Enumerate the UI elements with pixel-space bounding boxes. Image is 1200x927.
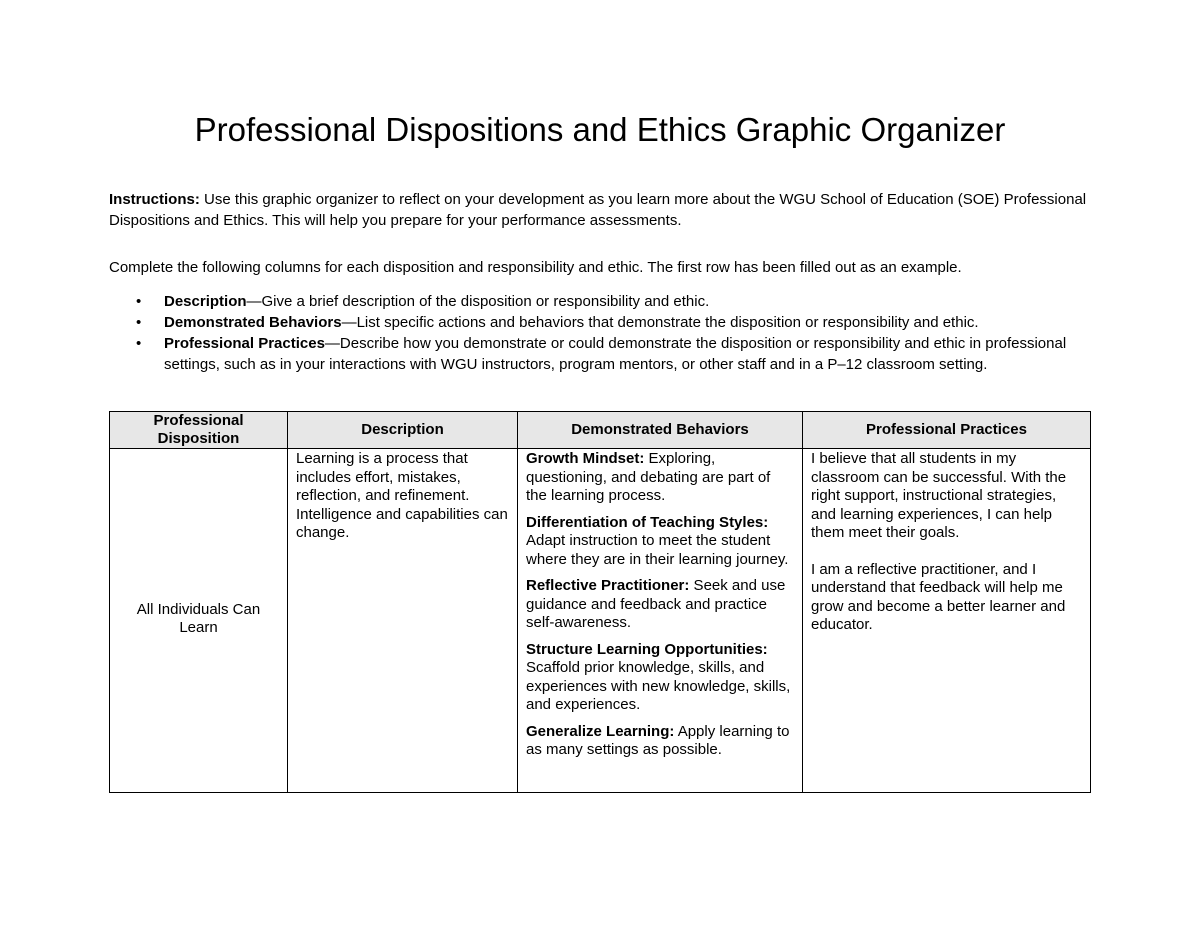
behavior-item (526, 450, 794, 506)
header-professional-practices: Professional Practices (803, 412, 1091, 449)
behavior-label: Reflective Practitioner: (526, 577, 690, 594)
list-item (109, 333, 1089, 375)
behavior-item (526, 514, 794, 570)
behavior-text: Scaffold prior knowledge, skills, and experiences with new knowledge, skills, and experiences. (526, 659, 791, 713)
behavior-item (526, 577, 794, 633)
column-guide-list (109, 291, 1089, 375)
practice-paragraph: I am a reflective practitioner, and I understand that feedback will help me grow and become a better learner and educator. (811, 560, 1066, 633)
bullet-icon: • (136, 335, 142, 352)
header-demonstrated-behaviors: Demonstrated Behaviors (518, 412, 803, 449)
behavior-label: Growth Mindset: (526, 450, 645, 467)
table-header-row (110, 412, 1091, 449)
cell-behaviors (518, 449, 803, 793)
behavior-text: Exploring, questioning, and debating are part of the learning process. (526, 450, 771, 504)
behavior-text: Apply learning to as many settings as possible. (526, 722, 790, 758)
cell-practices (803, 449, 1091, 793)
page-title: Professional Dispositions and Ethics Graphic Organizer (194, 111, 1006, 148)
cell-description: Learning is a process that includes effort, mistakes, reflection, and refinement. Intelligence and capabilities can change. (288, 449, 518, 793)
table-row (110, 449, 1091, 793)
header-professional-disposition: Professional Disposition (110, 412, 288, 449)
list-item (109, 291, 1089, 312)
bullet-text: —Give a brief description of the disposition or responsibility and ethic. (246, 293, 710, 310)
bullet-label: Demonstrated Behaviors (164, 314, 342, 331)
cell-disposition: All Individuals Can Learn (110, 449, 288, 793)
behavior-label: Differentiation of Teaching Styles: (526, 513, 769, 531)
bullet-text: —Describe how you demonstrate or could demonstrate the disposition or responsibility and ethic in professional settings, such as in your interactions with WGU instructors, program mentors, or other staff and in a P–12 classroom setting. (164, 335, 1067, 373)
behavior-item (526, 641, 794, 715)
bullet-label: Professional Practices (164, 335, 325, 352)
behavior-text: Seek and use guidance and feedback and practice self-awareness. (526, 577, 786, 631)
bullet-label: Description (164, 293, 247, 310)
behavior-text: Adapt instruction to meet the student where they are in their learning journey. (526, 532, 789, 568)
list-item (109, 312, 1089, 333)
behavior-label: Structure Learning Opportunities: (526, 640, 768, 658)
instructions-paragraph (109, 189, 1094, 231)
practice-paragraph: I believe that all students in my classroom can be successful. With the right support, instructional strategies, and learning experiences, I can help them meet their goals. (811, 450, 1067, 541)
behavior-label: Generalize Learning: (526, 722, 675, 740)
bullet-icon: • (136, 293, 142, 310)
bullet-text: —List specific actions and behaviors that demonstrate the disposition or responsibility and ethic. (341, 314, 979, 331)
header-description: Description (288, 412, 518, 449)
bullet-icon: • (136, 314, 142, 331)
instructions-text: Use this graphic organizer to reflect on your development as you learn more about the WGU School of Education (SOE) Professional Dispositions and Ethics. This will help you prepare for your performance assessments. (109, 191, 1087, 229)
instructions-label: Instructions: (109, 191, 200, 208)
complete-columns-paragraph: Complete the following columns for each disposition and responsibility and ethic. The first row has been filled out as an example. (109, 259, 962, 276)
disposition-table (109, 411, 1091, 793)
behavior-item (526, 723, 794, 760)
